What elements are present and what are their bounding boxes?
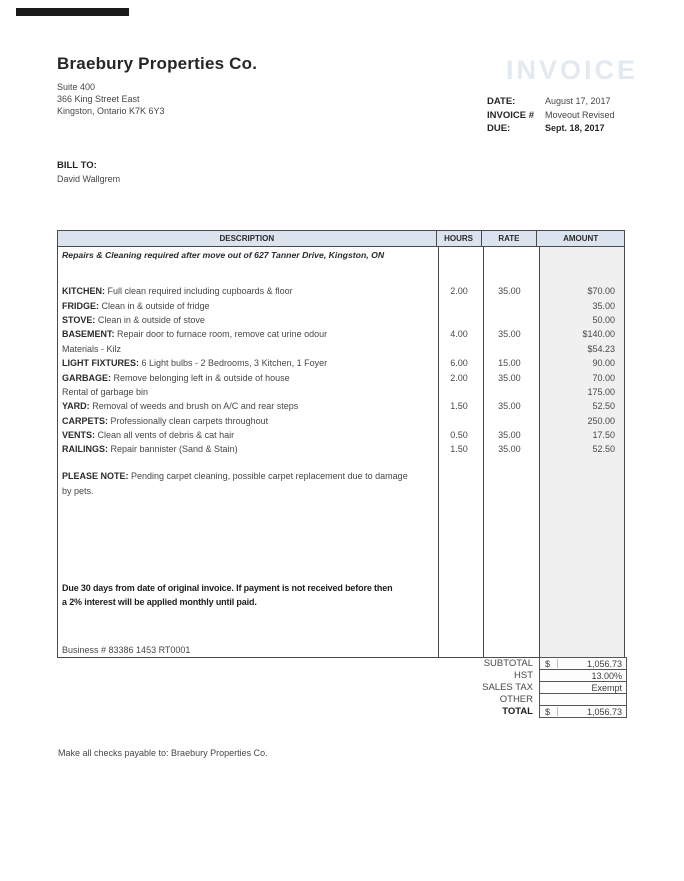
meta-row xyxy=(487,95,615,109)
item-description xyxy=(58,387,437,397)
totals-label: TOTAL xyxy=(502,706,533,717)
line-items-table xyxy=(57,230,625,658)
item-description xyxy=(58,401,437,411)
item-rate: 35.00 xyxy=(498,372,521,383)
meta-value: Sept. 18, 2017 xyxy=(545,123,605,133)
item-description-label: VENTS: xyxy=(62,430,96,441)
meta-label: DUE: xyxy=(487,123,511,134)
meta-row xyxy=(487,109,615,123)
please-note-text: Pending carpet cleaning, possible carpet replacement due to damage xyxy=(128,471,408,481)
business-number: Business # 83386 1453 RT0001 xyxy=(62,645,191,655)
item-hours: 2.00 xyxy=(450,286,468,297)
payment-terms-line2: a 2% interest will be applied monthly until paid. xyxy=(62,597,257,607)
item-description xyxy=(58,344,437,354)
totals-value: 1,056.73 xyxy=(586,707,622,717)
item-hours: 1.50 xyxy=(450,401,468,412)
line-item-row xyxy=(58,342,624,356)
item-description-text: Remove belonging left in & outside of house xyxy=(111,372,290,383)
meta-value: Moveout Revised xyxy=(545,109,615,120)
item-amount: $54.23 xyxy=(587,343,615,354)
table-header-row xyxy=(58,231,624,247)
item-amount: 70.00 xyxy=(592,372,615,383)
checks-payable-note: Make all checks payable to: Braebury Properties Co. xyxy=(58,748,268,758)
item-amount: $70.00 xyxy=(587,286,615,297)
item-description xyxy=(58,444,437,454)
item-amount: 52.50 xyxy=(592,401,615,412)
totals-label: SUBTOTAL xyxy=(483,658,533,669)
item-amount: 52.50 xyxy=(592,444,615,455)
invoice-watermark: INVOICE xyxy=(506,55,639,85)
please-note-line1 xyxy=(62,469,434,484)
item-hours: 0.50 xyxy=(450,430,468,441)
item-rate: 35.00 xyxy=(498,401,521,412)
item-amount: 50.00 xyxy=(592,314,615,325)
totals-value: 1,056.73 xyxy=(586,659,622,669)
invoice-meta xyxy=(487,95,615,136)
item-amount: 35.00 xyxy=(592,300,615,311)
item-description xyxy=(58,373,437,383)
item-description-text: Removal of weeds and brush on A/C and rear steps xyxy=(89,401,299,412)
item-hours: 6.00 xyxy=(450,358,468,369)
item-rate: 35.00 xyxy=(498,286,521,297)
item-description-text: Professionally clean carpets throughout xyxy=(108,415,269,426)
item-description-text: Repair door to furnace room, remove cat urine odour xyxy=(114,329,328,340)
item-amount: $140.00 xyxy=(582,329,615,340)
table-body xyxy=(58,247,624,657)
totals-section xyxy=(57,657,627,718)
line-items xyxy=(58,284,624,457)
item-rate: 35.00 xyxy=(498,444,521,455)
line-item-row xyxy=(58,370,624,384)
item-rate: 35.00 xyxy=(498,329,521,340)
item-description xyxy=(58,286,437,296)
line-item-row xyxy=(58,442,624,456)
item-description-text: Rental of garbage bin xyxy=(62,386,149,397)
item-description xyxy=(58,315,437,325)
item-amount: 90.00 xyxy=(592,358,615,369)
meta-label: INVOICE # xyxy=(487,109,534,121)
item-description-text: Clean in & outside of fridge xyxy=(99,300,210,311)
item-description-label: STOVE: xyxy=(62,314,96,325)
address-line: Kingston, Ontario K7K 6Y3 xyxy=(57,106,165,116)
company-address xyxy=(57,81,165,117)
line-item-row xyxy=(58,356,624,370)
company-name: Braebury Properties Co. xyxy=(57,54,258,73)
item-description-label: KITCHEN: xyxy=(62,286,105,297)
item-description xyxy=(58,301,437,311)
item-amount: 250.00 xyxy=(587,415,615,426)
line-item-row xyxy=(58,298,624,312)
line-item-row xyxy=(58,399,624,413)
item-rate: 15.00 xyxy=(498,358,521,369)
please-note xyxy=(62,469,434,498)
meta-value: August 17, 2017 xyxy=(545,96,611,106)
dollar-sign: $ xyxy=(545,707,551,717)
item-amount: 175.00 xyxy=(587,386,615,397)
line-item-row xyxy=(58,284,624,298)
table-header-cell: RATE xyxy=(482,231,538,246)
item-description xyxy=(58,358,437,368)
item-amount: 17.50 xyxy=(592,430,615,441)
item-description-label: LIGHT FIXTURES: xyxy=(62,358,139,369)
item-rate: 35.00 xyxy=(498,430,521,441)
address-line: 366 King Street East xyxy=(57,94,140,104)
item-description-label: CARPETS: xyxy=(62,415,109,426)
please-note-label: PLEASE NOTE: xyxy=(62,471,129,481)
scan-artifact xyxy=(16,8,129,16)
bill-to-name: David Wallgrem xyxy=(57,174,121,184)
payment-terms xyxy=(62,581,440,609)
totals-label: OTHER xyxy=(499,694,533,705)
totals-value-box xyxy=(539,705,627,718)
item-description-text: Materials - Kilz xyxy=(62,343,122,354)
line-item-row xyxy=(58,327,624,341)
item-description-label: YARD: xyxy=(62,401,90,412)
meta-row xyxy=(487,122,615,136)
item-description xyxy=(58,430,437,440)
item-description-text: Clean in & outside of stove xyxy=(95,314,205,325)
please-note-line2: by pets. xyxy=(62,485,94,496)
item-description-text: Repair bannister (Sand & Stain) xyxy=(108,444,238,455)
totals-label: SALES TAX xyxy=(482,682,533,693)
table-header-cell: DESCRIPTION xyxy=(58,231,437,246)
line-item-row xyxy=(58,385,624,399)
item-hours: 1.50 xyxy=(450,444,468,455)
item-description-text: Clean all vents of debris & cat hair xyxy=(95,430,235,441)
item-description-label: GARBAGE: xyxy=(62,372,111,383)
line-item-row xyxy=(58,428,624,442)
item-description xyxy=(58,416,437,426)
table-subtitle: Repairs & Cleaning required after move out of 627 Tanner Drive, Kingston, ON xyxy=(62,250,385,260)
totals-value: 13.00% xyxy=(591,671,622,681)
line-item-row xyxy=(58,414,624,428)
item-description-label: FRIDGE: xyxy=(62,300,99,311)
meta-label: DATE: xyxy=(487,96,516,107)
item-description-label: BASEMENT: xyxy=(62,329,115,340)
item-description xyxy=(58,329,437,339)
table-header-cell: AMOUNT xyxy=(563,234,599,243)
address-line: Suite 400 xyxy=(57,82,96,92)
bill-to-label: BILL TO: xyxy=(57,160,97,171)
item-description-text: 6 Light bulbs - 2 Bedrooms, 3 Kitchen, 1 Foyer xyxy=(139,358,328,369)
totals-value: Exempt xyxy=(591,683,622,693)
item-hours: 2.00 xyxy=(450,372,468,383)
line-item-row xyxy=(58,313,624,327)
table-header-cell: HOURS xyxy=(437,231,482,246)
item-hours: 4.00 xyxy=(450,329,468,340)
item-description-text: Full clean required including cupboards & floor xyxy=(105,286,293,297)
payment-terms-line1: Due 30 days from date of original invoice. If payment is not received before then xyxy=(62,583,393,593)
dollar-sign: $ xyxy=(545,659,551,669)
totals-row xyxy=(57,705,627,718)
item-description-label: RAILINGS: xyxy=(62,444,108,455)
totals-label: HST xyxy=(514,670,533,681)
